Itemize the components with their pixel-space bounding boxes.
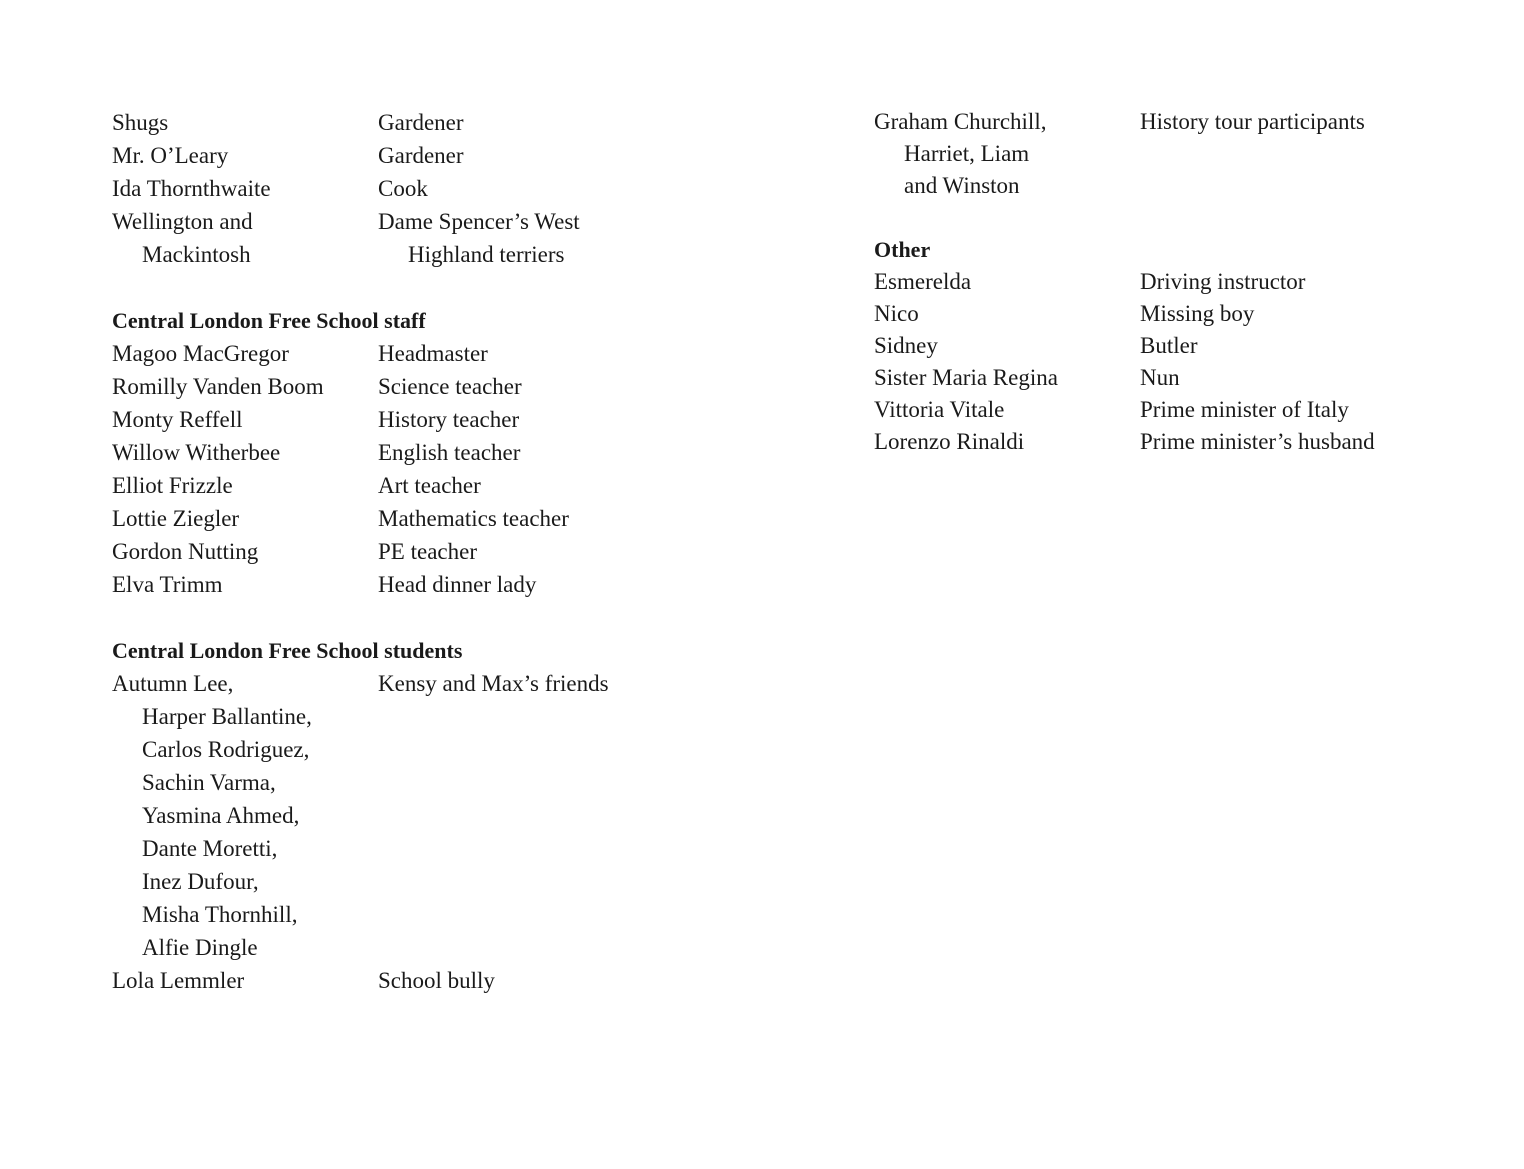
character-role: Nun: [1140, 365, 1180, 390]
character-name: Magoo MacGregor: [112, 341, 289, 366]
list-item: [112, 568, 852, 601]
character-name: Lottie Ziegler: [112, 506, 240, 531]
name-line: Graham Churchill,: [874, 109, 1047, 134]
name-line: Harriet, Liam: [904, 141, 1030, 166]
character-name: [112, 205, 378, 271]
name-line: Wellington and: [112, 209, 253, 234]
list-item: [112, 469, 852, 502]
list-item: [874, 394, 1524, 426]
character-name: [112, 667, 378, 964]
name-line: Misha Thornhill,: [142, 902, 298, 927]
list-item: [874, 298, 1524, 330]
character-name: Vittoria Vitale: [874, 397, 1005, 422]
character-name: [874, 106, 1140, 202]
character-role: Mathematics teacher: [378, 506, 569, 531]
character-name: Willow Witherbee: [112, 440, 281, 465]
name-line: Yasmina Ahmed,: [142, 803, 300, 828]
character-name: Elva Trimm: [112, 572, 223, 597]
list-item: [112, 205, 852, 271]
role-line: Gardener: [378, 110, 464, 135]
role-line: Cook: [378, 176, 428, 201]
role-line: Gardener: [378, 143, 464, 168]
character-role: Science teacher: [378, 374, 522, 399]
character-name: Lorenzo Rinaldi: [874, 429, 1025, 454]
character-role: [378, 139, 852, 172]
list-item: [112, 403, 852, 436]
character-role: [378, 205, 852, 271]
list-item: [874, 106, 1524, 202]
character-name: Sidney: [874, 333, 938, 358]
list-item: [112, 370, 852, 403]
staff-section: [112, 304, 852, 601]
character-name: [112, 106, 378, 139]
name-line: Harper Ballantine,: [142, 704, 312, 729]
household-section: [112, 106, 852, 271]
list-item: [112, 172, 852, 205]
character-name: Sister Maria Regina: [874, 365, 1058, 390]
character-name: Romilly Vanden Boom: [112, 374, 324, 399]
name-line: Mr. O’Leary: [112, 143, 229, 168]
character-role: Art teacher: [378, 473, 481, 498]
character-role: PE teacher: [378, 539, 477, 564]
name-line: Sachin Varma,: [142, 770, 276, 795]
character-role: History teacher: [378, 407, 520, 432]
character-role: [378, 106, 852, 139]
character-role: Prime minister’s husband: [1140, 429, 1375, 454]
list-item: [112, 964, 852, 997]
list-item: [112, 139, 852, 172]
name-line: Autumn Lee,: [112, 671, 234, 696]
character-role: English teacher: [378, 440, 521, 465]
list-item: [112, 106, 852, 139]
section-heading: Central London Free School students: [112, 638, 463, 663]
other-section: [874, 234, 1524, 458]
list-item: [874, 426, 1524, 458]
character-role: History tour participants: [1140, 109, 1365, 134]
character-name: Esmerelda: [874, 269, 972, 294]
list-item: [874, 330, 1524, 362]
list-item: [874, 362, 1524, 394]
name-line: Alfie Dingle: [142, 935, 258, 960]
list-item: [112, 436, 852, 469]
section-heading: Central London Free School staff: [112, 308, 426, 333]
character-role: School bully: [378, 968, 495, 993]
tour-section: [874, 106, 1524, 202]
name-line: Shugs: [112, 110, 169, 135]
name-line: Inez Dufour,: [142, 869, 259, 894]
character-name: Elliot Frizzle: [112, 473, 233, 498]
list-item: [112, 337, 852, 370]
character-role: Kensy and Max’s friends: [378, 671, 609, 696]
character-name: Nico: [874, 301, 919, 326]
role-line: Dame Spencer’s West: [378, 209, 580, 234]
character-name: Lola Lemmler: [112, 968, 245, 993]
name-line: Ida Thornthwaite: [112, 176, 271, 201]
list-item: [874, 266, 1524, 298]
character-role: Prime minister of Italy: [1140, 397, 1349, 422]
character-name: Gordon Nutting: [112, 539, 259, 564]
role-line: Highland terriers: [408, 242, 565, 267]
list-item: [112, 535, 852, 568]
name-line: Carlos Rodriguez,: [142, 737, 310, 762]
left-page: [112, 106, 852, 997]
character-role: Head dinner lady: [378, 572, 537, 597]
character-role: Driving instructor: [1140, 269, 1306, 294]
character-role: Headmaster: [378, 341, 488, 366]
character-role: Butler: [1140, 333, 1198, 358]
character-name: [112, 172, 378, 205]
character-name: Monty Reffell: [112, 407, 243, 432]
list-item: [112, 667, 852, 964]
students-section: [112, 634, 852, 997]
character-name: [112, 139, 378, 172]
name-line: Mackintosh: [142, 242, 251, 267]
character-role: [378, 172, 852, 205]
character-role: Missing boy: [1140, 301, 1255, 326]
right-page: [874, 106, 1524, 458]
list-item: [112, 502, 852, 535]
name-line: and Winston: [904, 173, 1020, 198]
section-heading: Other: [874, 237, 931, 262]
name-line: Dante Moretti,: [142, 836, 278, 861]
